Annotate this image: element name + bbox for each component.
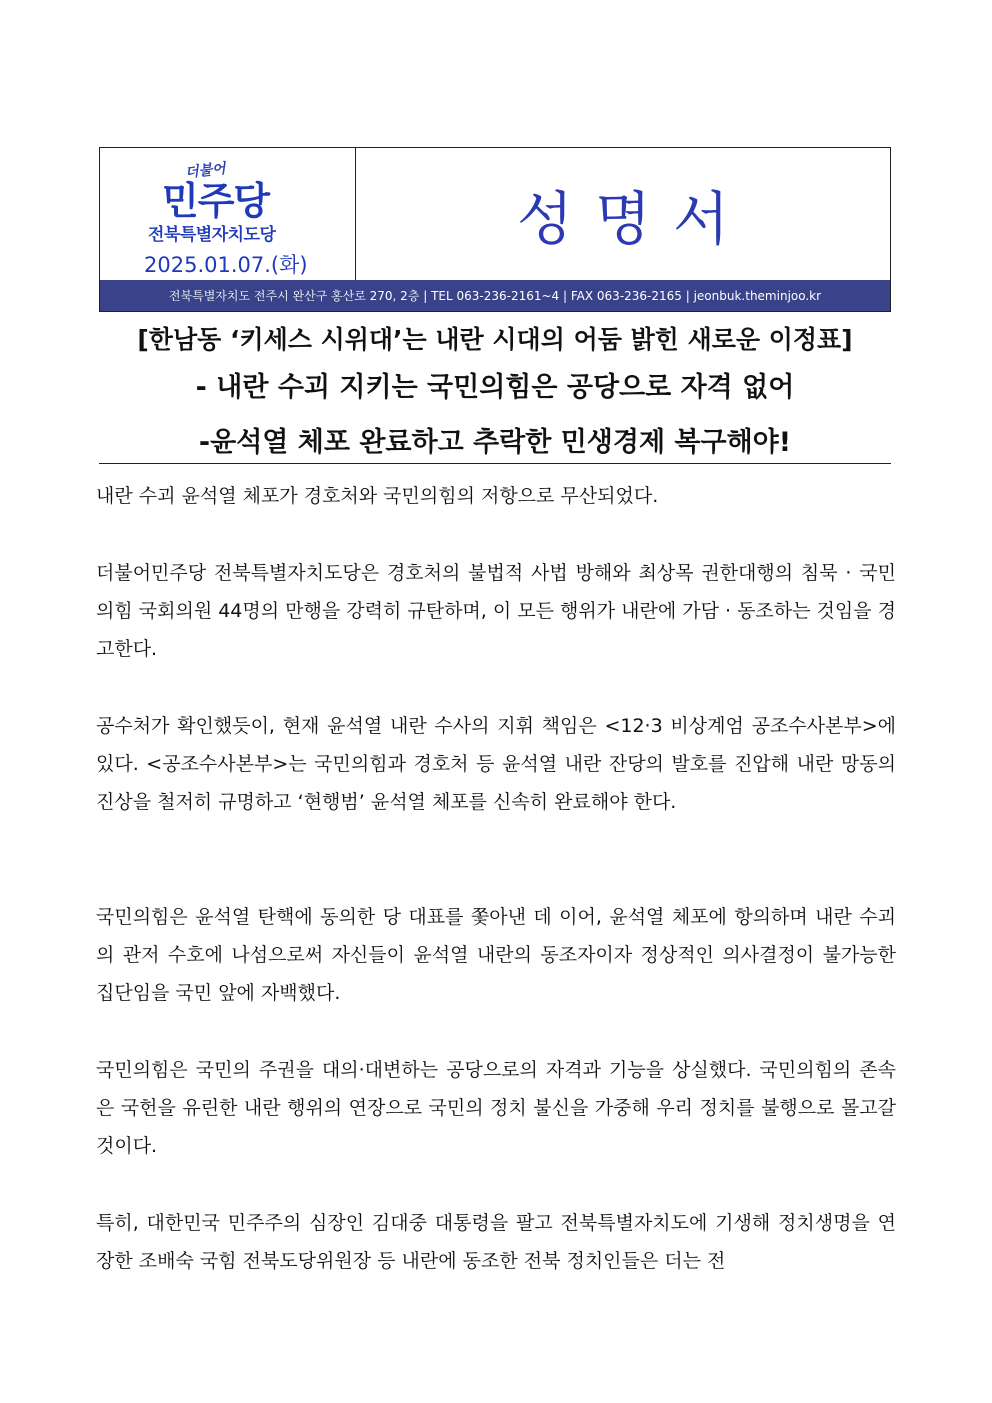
contact-bar: 전북특별자치도 전주시 완산구 홍산로 270, 2층 | TEL 063-236-2161~4 | FAX 063-236-2165 | jeonbuk.theminjoo.kr	[100, 280, 890, 311]
body-paragraph: 특히, 대한민국 민주주의 심장인 김대중 대통령을 팔고 전북특별자치도에 기생해 정치생명을 연장한 조배숙 국힘 전북도당위원장 등 내란에 동조한 전북 정치인들은 더는 전	[96, 1212, 896, 1272]
body-paragraph: 공수처가 확인했듯이, 현재 윤석열 내란 수사의 지휘 책임은 <12·3 비상계엄 공조수사본부>에 있다. <공조수사본부>는 국민의힘과 경호처 등 윤석열 내란 잔당의 발호를 진압해 내란 망동의 진상을 철저히 규명하고 ‘현행범’ 윤석열 체포를 신속히 완료해야 한다.	[96, 715, 896, 813]
body-paragraph: 국민의힘은 윤석열 탄핵에 동의한 당 대표를 쫓아낸 데 이어, 윤석열 체포에 항의하며 내란 수괴의 관저 수호에 나섬으로써 자신들이 윤석열 내란의 동조자이자 정상적인 의사결정이 불가능한 집단임을 국민 앞에 자백했다.	[96, 906, 896, 1004]
divider	[99, 463, 891, 464]
body-paragraph: 내란 수괴 윤석열 체포가 경호처와 국민의힘의 저항으로 무산되었다.	[96, 485, 659, 507]
headline-sub-2: -윤석열 체포 완료하고 추락한 민생경제 복구해야!	[198, 427, 792, 458]
headline-sub-1: - 내란 수괴 지키는 국민의힘은 공당으로 자격 없어	[195, 372, 795, 403]
document-title: 성명서	[516, 185, 752, 253]
body-paragraph: 더불어민주당 전북특별자치도당은 경호처의 불법적 사법 방해와 최상목 권한대행의 침묵 · 국민의힘 국회의원 44명의 만행을 강력히 규탄하며, 이 모든 행위가 내란에 가담 · 동조하는 것임을 경고한다.	[96, 562, 896, 660]
logo-small-text: 더불어	[184, 160, 227, 182]
release-date: 2025.01.07.(화)	[144, 253, 308, 277]
title-cell	[356, 148, 890, 280]
press-release-header	[99, 147, 891, 312]
logo-sub-text: 전북특별자치도당	[148, 225, 276, 245]
body-paragraph: 국민의힘은 국민의 주권을 대의·대변하는 공당으로의 자격과 기능을 상실했다. 국민의힘의 존속은 국헌을 유린한 내란 행위의 연장으로 국민의 정치 불신을 가중해 우리 정치를 불행으로 몰고갈 것이다.	[96, 1059, 896, 1157]
party-logo	[100, 148, 356, 280]
logo-main-text: 민주당	[162, 179, 270, 223]
headline-main: [한남동 ‘키세스 시위대’는 내란 시대의 어둠 밝힌 새로운 이정표]	[137, 325, 853, 354]
